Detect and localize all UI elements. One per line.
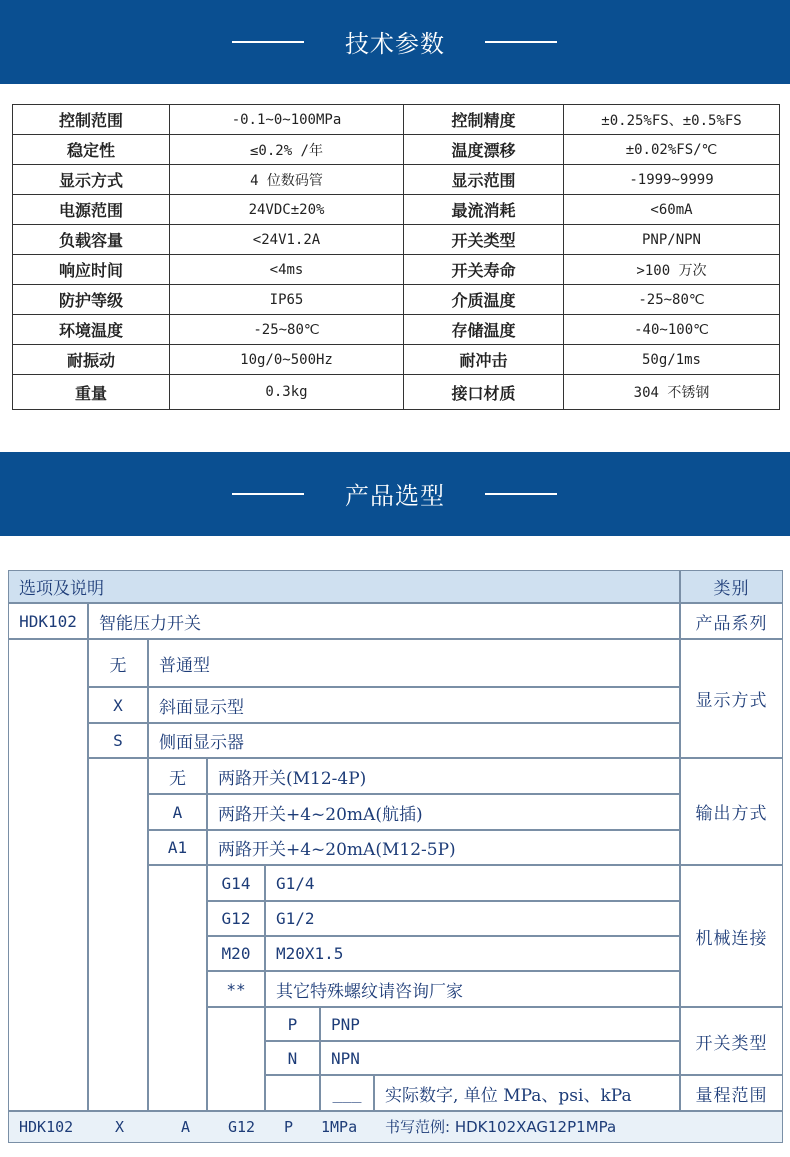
output-code: 无	[148, 758, 207, 794]
spec-label: 显示方式	[13, 165, 170, 195]
thread-desc: 其它特殊螺纹请咨询厂家	[265, 971, 680, 1007]
spec-row	[13, 345, 780, 375]
thread-code: **	[207, 971, 265, 1007]
spec-row	[13, 225, 780, 255]
selection-title: 产品选型	[345, 482, 445, 510]
spec-value: -1999~9999	[564, 165, 780, 195]
example-text: 书写范例: HDK102XAG12P1MPa	[385, 1118, 617, 1136]
example-part: 1MPa	[321, 1118, 358, 1136]
thread-code: G12	[207, 901, 265, 936]
spec-value: 24VDC±20%	[170, 195, 404, 225]
spec-value: <60mA	[564, 195, 780, 225]
range-category: 量程范围	[680, 1075, 783, 1111]
display-desc: 普通型	[148, 639, 680, 687]
spec-label: 环境温度	[13, 315, 170, 345]
switch-desc: PNP	[320, 1007, 680, 1041]
example-part: HDK102	[19, 1118, 74, 1136]
specs-title: 技术参数	[345, 30, 445, 58]
spec-row	[13, 105, 780, 135]
example-part: X	[115, 1118, 125, 1136]
spec-row	[13, 165, 780, 195]
example-part: A	[181, 1118, 191, 1136]
spec-label: 接口材质	[404, 375, 564, 410]
spec-row	[13, 285, 780, 315]
display-code: X	[88, 687, 148, 723]
spec-label: 控制范围	[13, 105, 170, 135]
spec-value: >100 万次	[564, 255, 780, 285]
spec-label: 开关寿命	[404, 255, 564, 285]
output-code: A	[148, 794, 207, 830]
thread-desc: M20X1.5	[265, 936, 680, 971]
spec-label: 重量	[13, 375, 170, 410]
spec-value: IP65	[170, 285, 404, 315]
output-category: 输出方式	[680, 758, 783, 865]
selection-table	[8, 570, 783, 1147]
spec-label: 响应时间	[13, 255, 170, 285]
spacer-col-4	[207, 1007, 265, 1111]
spec-value: ±0.02%FS/℃	[564, 135, 780, 165]
thread-desc: G1/4	[265, 865, 680, 901]
spacer-col-5	[265, 1075, 320, 1111]
example-part: G12	[228, 1118, 256, 1136]
spec-row	[13, 315, 780, 345]
spacer-col-3	[148, 865, 207, 1111]
display-category: 显示方式	[680, 639, 783, 758]
spec-label: 最流消耗	[404, 195, 564, 225]
display-desc: 斜面显示型	[148, 687, 680, 723]
specs-banner	[0, 0, 790, 84]
switch-code: N	[265, 1041, 320, 1075]
range-desc: 实际数字, 单位 MPa、psi、kPa	[374, 1075, 680, 1111]
spacer-col-2	[88, 758, 148, 1111]
spec-table	[12, 104, 780, 410]
spec-value: ≤0.2% /年	[170, 135, 404, 165]
spec-value: PNP/NPN	[564, 225, 780, 255]
selection-banner	[0, 452, 790, 536]
switch-code: P	[265, 1007, 320, 1041]
spec-value: -25~80℃	[170, 315, 404, 345]
output-desc: 两路开关+4~20mA(航插)	[207, 794, 680, 830]
series-code: HDK102	[8, 603, 88, 639]
spec-label: 存储温度	[404, 315, 564, 345]
spec-value: <4ms	[170, 255, 404, 285]
switch-category: 开关类型	[680, 1007, 783, 1075]
spec-value: 304 不锈钢	[564, 375, 780, 410]
spec-row	[13, 255, 780, 285]
output-code: A1	[148, 830, 207, 865]
display-desc: 侧面显示器	[148, 723, 680, 758]
spec-value: ±0.25%FS、±0.5%FS	[564, 105, 780, 135]
spec-label: 控制精度	[404, 105, 564, 135]
spec-value: <24V1.2A	[170, 225, 404, 255]
spec-label: 介质温度	[404, 285, 564, 315]
spec-label: 防护等级	[13, 285, 170, 315]
spec-value: 0.3kg	[170, 375, 404, 410]
spec-value: 50g/1ms	[564, 345, 780, 375]
display-code: S	[88, 723, 148, 758]
spec-value: 4 位数码管	[170, 165, 404, 195]
banner-right-rule	[485, 493, 557, 495]
example-row	[8, 1111, 783, 1143]
spec-value: -25~80℃	[564, 285, 780, 315]
spacer-col-1	[8, 639, 88, 1111]
header-options: 选项及说明	[8, 570, 680, 603]
series-desc: 智能压力开关	[88, 603, 680, 639]
example-part: P	[284, 1118, 294, 1136]
header-category: 类别	[680, 570, 783, 603]
spec-value: 10g/0~500Hz	[170, 345, 404, 375]
display-code: 无	[88, 639, 148, 687]
spec-label: 负载容量	[13, 225, 170, 255]
switch-desc: NPN	[320, 1041, 680, 1075]
spec-row	[13, 135, 780, 165]
spec-label: 开关类型	[404, 225, 564, 255]
thread-desc: G1/2	[265, 901, 680, 936]
output-desc: 两路开关+4~20mA(M12-5P)	[207, 830, 680, 865]
spec-row	[13, 375, 780, 410]
thread-category: 机械连接	[680, 865, 783, 1007]
spec-label: 显示范围	[404, 165, 564, 195]
spec-value: -40~100℃	[564, 315, 780, 345]
spec-label: 电源范围	[13, 195, 170, 225]
thread-code: G14	[207, 865, 265, 901]
spec-label: 稳定性	[13, 135, 170, 165]
spec-value: -0.1~0~100MPa	[170, 105, 404, 135]
series-category: 产品系列	[680, 603, 783, 639]
spec-label: 耐冲击	[404, 345, 564, 375]
thread-code: M20	[207, 936, 265, 971]
spec-label: 温度漂移	[404, 135, 564, 165]
output-desc: 两路开关(M12-4P)	[207, 758, 680, 794]
range-code: ___	[320, 1075, 374, 1111]
banner-right-rule	[485, 41, 557, 43]
spec-label: 耐振动	[13, 345, 170, 375]
spec-row	[13, 195, 780, 225]
